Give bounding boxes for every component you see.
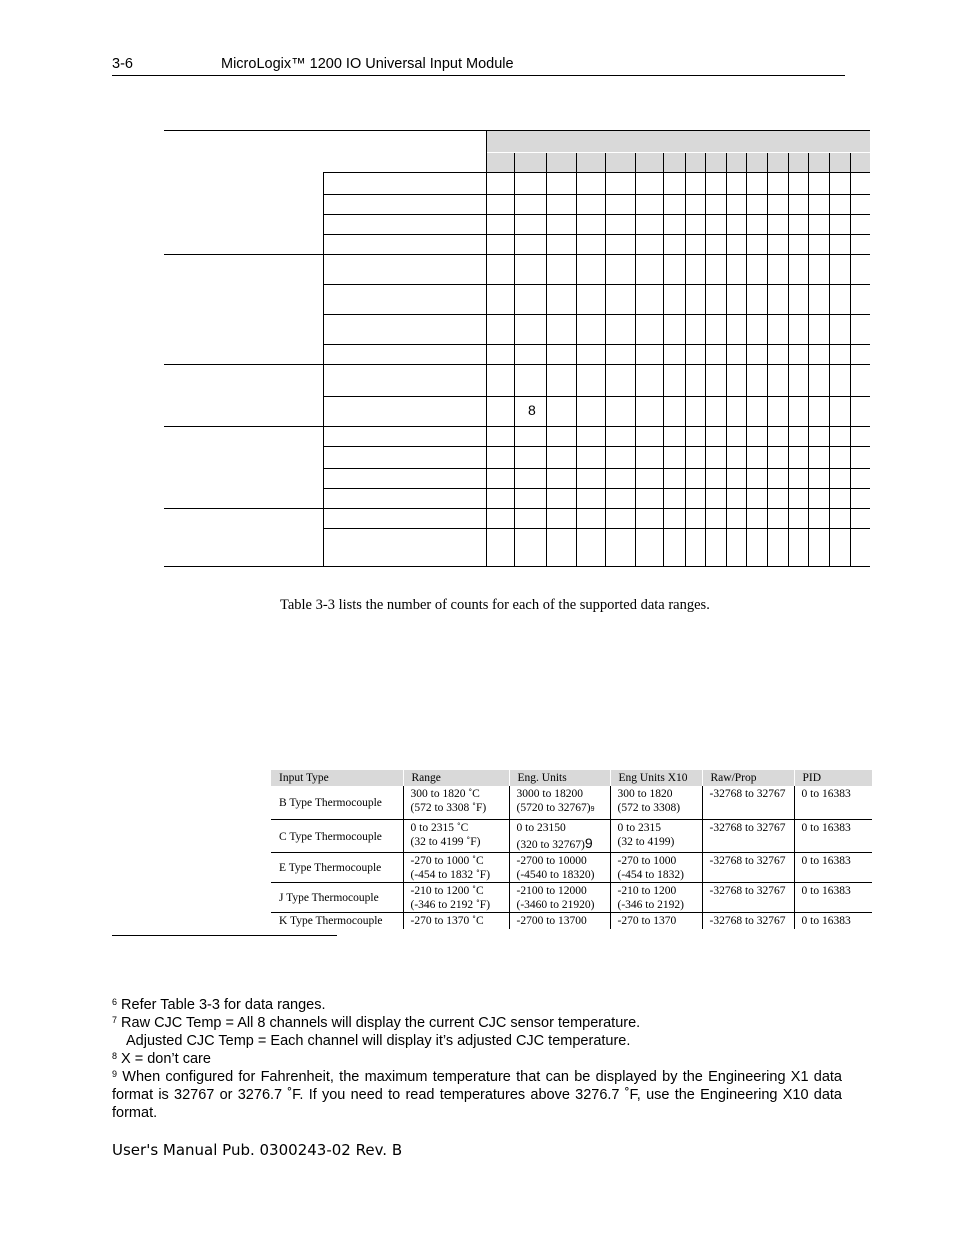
footnote-8: $^8$ X = don’t care	[112, 1051, 211, 1067]
row-line	[323, 528, 870, 529]
cell-range: 0 to 2315 ˚C (32 to 4199 ˚F)	[403, 820, 509, 853]
group-line	[164, 254, 870, 255]
footnote-separator	[112, 935, 337, 936]
row-line	[323, 468, 870, 469]
cell-eng-units-x10: -270 to 1000 (-454 to 1832)	[610, 853, 702, 883]
row-line	[323, 194, 870, 195]
cell-pid: 0 to 16383	[794, 913, 872, 929]
header-input-type: Input Type	[271, 770, 403, 786]
table-header-row	[271, 770, 872, 786]
cell-pid: 0 to 16383	[794, 786, 872, 820]
footer-pub-info: User's Manual Pub. 0300243-02 Rev. B	[112, 1141, 403, 1159]
footnote-6: $^6$ Refer Table 3-3 for data ranges.	[112, 997, 326, 1013]
cell-input-type: J Type Thermocouple	[271, 883, 403, 913]
table-row	[271, 853, 872, 883]
table-row	[271, 913, 872, 929]
cell-raw-prop: -32768 to 32767	[702, 786, 794, 820]
row-line	[323, 488, 870, 489]
cell-eng-units: -2700 to 10000 (-4540 to 18320)	[509, 853, 610, 883]
group-line	[323, 172, 870, 173]
table-row	[271, 786, 872, 820]
cell-raw-prop: -32768 to 32767	[702, 883, 794, 913]
header-pid: PID	[794, 770, 872, 786]
group-line	[164, 508, 870, 509]
cell-raw-prop: -32768 to 32767	[702, 913, 794, 929]
configuration-table	[0, 0, 954, 600]
table-bottom-border	[164, 566, 870, 567]
row-line	[323, 446, 870, 447]
cell-raw-prop: -32768 to 32767	[702, 820, 794, 853]
table-row	[271, 820, 872, 853]
column-line	[486, 131, 487, 566]
footnote-9: $^9$ When configured for Fahrenheit, the maximum temperature that can be displayed by the Engineering X1 data format is 32767 or 3276.7 ˚F. If you need to read temperatures above 3276.7 ˚F, use the Engineering X10 data format.	[112, 1069, 842, 1121]
cell-pid: 0 to 16383	[794, 820, 872, 853]
cell-eng-units-x10: -210 to 1200 (-346 to 2192)	[610, 883, 702, 913]
table-row	[271, 883, 872, 913]
subheader-shade	[486, 153, 870, 172]
header-eng-units: Eng. Units	[509, 770, 610, 786]
cell-eng-units-x10: 0 to 2315 (32 to 4199)	[610, 820, 702, 853]
running-header-title: MicroLogix™ 1200 IO Universal Input Module	[221, 56, 514, 72]
page-number: 3-6	[112, 56, 133, 72]
cell-eng-units-x10: -270 to 1370	[610, 913, 702, 929]
table-top-border	[164, 130, 870, 131]
cell-eng-units: 3000 to 18200 (5720 to 32767)$^9$	[509, 786, 610, 820]
cell-eng-units: 0 to 23150 (320 to 32767)9	[509, 820, 610, 853]
cell-range: -270 to 1370 ˚C	[403, 913, 509, 929]
cell-range: -210 to 1200 ˚C (-346 to 2192 ˚F)	[403, 883, 509, 913]
header-shade	[486, 131, 870, 152]
header-raw-prop: Raw/Prop	[702, 770, 794, 786]
data-range-table	[271, 770, 872, 929]
cell-range: -270 to 1000 ˚C (-454 to 1832 ˚F)	[403, 853, 509, 883]
cell-pid: 0 to 16383	[794, 883, 872, 913]
cell-input-type: C Type Thermocouple	[271, 820, 403, 853]
cell-range: 300 to 1820 ˚C (572 to 3308 ˚F)	[403, 786, 509, 820]
intro-text: Table 3-3 lists the number of counts for each of the supported data ranges.	[280, 597, 710, 613]
header-range: Range	[403, 770, 509, 786]
group-line	[164, 364, 870, 365]
cell-eng-units-x10: 300 to 1820 (572 to 3308)	[610, 786, 702, 820]
footnote-7-continued: Adjusted CJC Temp = Each channel will display it’s adjusted CJC temperature.	[126, 1033, 631, 1049]
cell-input-type: K Type Thermocouple	[279, 915, 383, 928]
row-line	[323, 214, 870, 215]
cell-eng-units: -2700 to 13700	[509, 913, 610, 929]
row-line	[323, 314, 870, 315]
cell-input-type: E Type Thermocouple	[271, 853, 403, 883]
cell-eng-units: -2100 to 12000 (-3460 to 21920)	[509, 883, 610, 913]
config-cell-mark: 8	[528, 402, 536, 418]
header-eng-units-x10: Eng Units X10	[610, 770, 702, 786]
group-line	[164, 426, 870, 427]
footnote-7: $^7$ Raw CJC Temp = All 8 channels will display the current CJC sensor temperature.	[112, 1015, 641, 1031]
row-line	[323, 344, 870, 345]
cell-pid: 0 to 16383	[794, 853, 872, 883]
row-line	[323, 284, 870, 285]
row-line	[323, 396, 870, 397]
column-line	[323, 172, 324, 566]
cell-input-type: B Type Thermocouple	[271, 786, 403, 820]
cell-raw-prop: -32768 to 32767	[702, 853, 794, 883]
row-line	[323, 234, 870, 235]
